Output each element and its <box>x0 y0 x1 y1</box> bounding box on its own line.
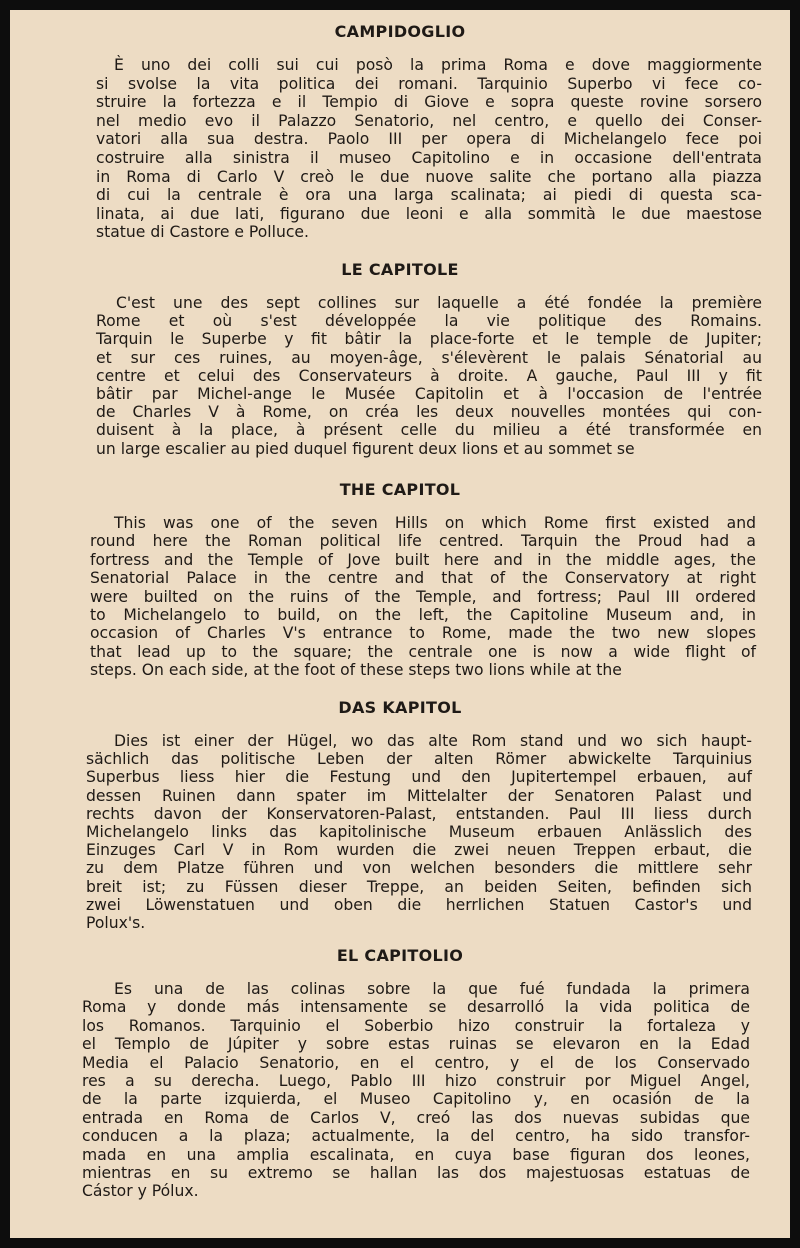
text-line: statue di Castore e Polluce. <box>96 223 309 242</box>
text-line: res a su derecha. Luego, Pablo III hizo construir por Miguel Angel, <box>82 1071 750 1090</box>
text-line: C'est une des sept collines sur laquelle a été fondée la première <box>116 294 762 312</box>
text-line: conducen a la plaza; actualmente, la del centro, ha sido transfor- <box>82 1127 750 1146</box>
text-line: zu dem Platze führen und von welchen besonders die mittlere sehr <box>86 859 752 878</box>
text-line: de la parte izquierda, el Museo Capitolino y, en ocasión de la <box>82 1090 750 1109</box>
text-line: costruire alla sinistra il museo Capitolino e in occasione dell'entrata <box>96 148 762 167</box>
section-heading: DAS KAPITOL <box>338 698 462 717</box>
text-line: This was one of the seven Hills on which Rome first existed and <box>114 514 757 532</box>
text-line: un large escalier au pied duquel figurent deux lions et au sommet se <box>96 439 635 458</box>
text-line: di cui la centrale è ora una larga scalinata; ai piedi di questa sca- <box>96 186 762 205</box>
section-text <box>10 980 790 1201</box>
section-text <box>10 56 790 242</box>
text-line: mientras en su extremo se hallan las dos majestuosas estatuas de <box>82 1163 750 1182</box>
section-german <box>10 698 790 932</box>
text-line: Superbus liess hier die Festung und den Jupitertempel erbauen, auf <box>86 768 752 787</box>
section-text <box>10 294 790 458</box>
text-line: È uno dei colli sui cui posò la prima Roma e dove maggiormente <box>114 56 762 74</box>
text-line: occasion of Charles V's entrance to Rome, made the two new slopes <box>90 624 756 643</box>
text-line: steps. On each side, at the foot of these steps two lions while at the <box>90 661 622 680</box>
section-heading: EL CAPITOLIO <box>336 946 464 965</box>
text-line: breit ist; zu Füssen dieser Treppe, an beiden Seiten, befinden sich <box>86 877 752 896</box>
text-line: bâtir par Michel-ange le Musée Capitolin et à l'occasion de l'entrée <box>96 384 763 403</box>
text-line: duisent à la place, à présent celle du milieu a été transformée en <box>96 421 762 440</box>
text-line: et sur ces ruines, au moyen-âge, s'élevèrent le palais Sénatorial au <box>96 348 762 367</box>
text-line: were builted on the ruins of the Temple, and fortress; Paul III ordered <box>90 587 757 606</box>
text-line: si svolse la vita politica dei romani. Tarquinio Superbo vi fece co- <box>96 74 762 93</box>
text-line: el Templo de Júpiter y sobre estas ruinas se elevaron en la Edad <box>82 1035 750 1054</box>
text-line: Senatorial Palace in the centre and that of the Conservatory at right <box>90 569 756 588</box>
text-line: centre et celui des Conservateurs à droite. A gauche, Paul III y fit <box>96 366 762 385</box>
text-line: Media el Palacio Senatorio, en el centro, y el de los Conservado <box>82 1053 750 1072</box>
text-line: los Romanos. Tarquinio el Soberbio hizo construir la fortaleza y <box>82 1016 750 1035</box>
text-line: entrada en Roma de Carlos V, creó las dos nuevas subidas que <box>82 1108 750 1127</box>
text-line: round here the Roman political life centred. Tarquin the Proud had a <box>90 532 756 551</box>
text-line: in Roma di Carlo V creò le due nuove salite che portano alla piazza <box>96 167 762 186</box>
text-line: de Charles V à Rome, on créa les deux nouvelles montées qui con- <box>96 403 762 422</box>
text-line: Es una de las colinas sobre la que fué fundada la primera <box>114 980 750 998</box>
text-line: struire la fortezza e il Tempio di Giove e sopra queste rovine sorsero <box>96 93 762 112</box>
text-line: Einzuges Carl V in Rom wurden die zwei neuen Treppen erbaut, die <box>86 841 752 860</box>
section-text <box>10 732 790 932</box>
text-line: nel medio evo il Palazzo Senatorio, nel centro, e quello dei Conser- <box>96 111 762 130</box>
section-heading: LE CAPITOLE <box>341 260 459 279</box>
postcard-back <box>10 10 790 1238</box>
text-line: Polux's. <box>86 913 146 932</box>
text-line: Rome et où s'est développée la vie politique des Romains. <box>96 312 762 331</box>
section-italian <box>10 22 790 242</box>
text-line: Cástor y Pólux. <box>82 1182 199 1201</box>
text-line: vatori alla sua destra. Paolo III per opera di Michelangelo fece poi <box>96 130 762 149</box>
section-spanish <box>10 946 790 1201</box>
section-text <box>10 514 790 680</box>
text-line: fortress and the Temple of Jove built here and in the middle ages, the <box>90 550 756 569</box>
text-line: to Michelangelo to build, on the left, the Capitoline Museum and, in <box>90 605 756 624</box>
text-line: linata, ai due lati, figurano due leoni e alla sommità le due maestose <box>96 204 762 223</box>
text-line: sächlich das politische Leben der alten Römer abwickelte Tarquinius <box>86 750 752 769</box>
text-line: that lead up to the square; the centrale one is now a wide flight of <box>90 642 756 661</box>
text-line: mada en una amplia escalinata, en cuya base figuran dos leones, <box>82 1145 750 1164</box>
text-line: Tarquin le Superbe y fit bâtir la place-forte et le temple de Jupiter; <box>96 330 763 349</box>
text-line: Michelangelo links das kapitolinische Museum erbauen Anlässlich des <box>86 822 753 841</box>
text-line: zwei Löwenstatuen und oben die herrlichen Statuen Castor's und <box>86 895 752 914</box>
text-line: Dies ist einer der Hügel, wo das alte Rom stand und wo sich haupt- <box>114 732 752 750</box>
text-line: dessen Ruinen dann spater im Mittelalter der Senatoren Palast und <box>86 786 752 805</box>
text-line: rechts davon der Konservatoren-Palast, entstanden. Paul III liess durch <box>86 804 752 823</box>
section-heading: CAMPIDOGLIO <box>334 22 466 41</box>
section-heading: THE CAPITOL <box>339 480 461 499</box>
section-english <box>10 480 790 680</box>
section-french <box>10 260 790 458</box>
text-line: Roma y donde más intensamente se desarrolló la vida politica de <box>82 998 750 1017</box>
